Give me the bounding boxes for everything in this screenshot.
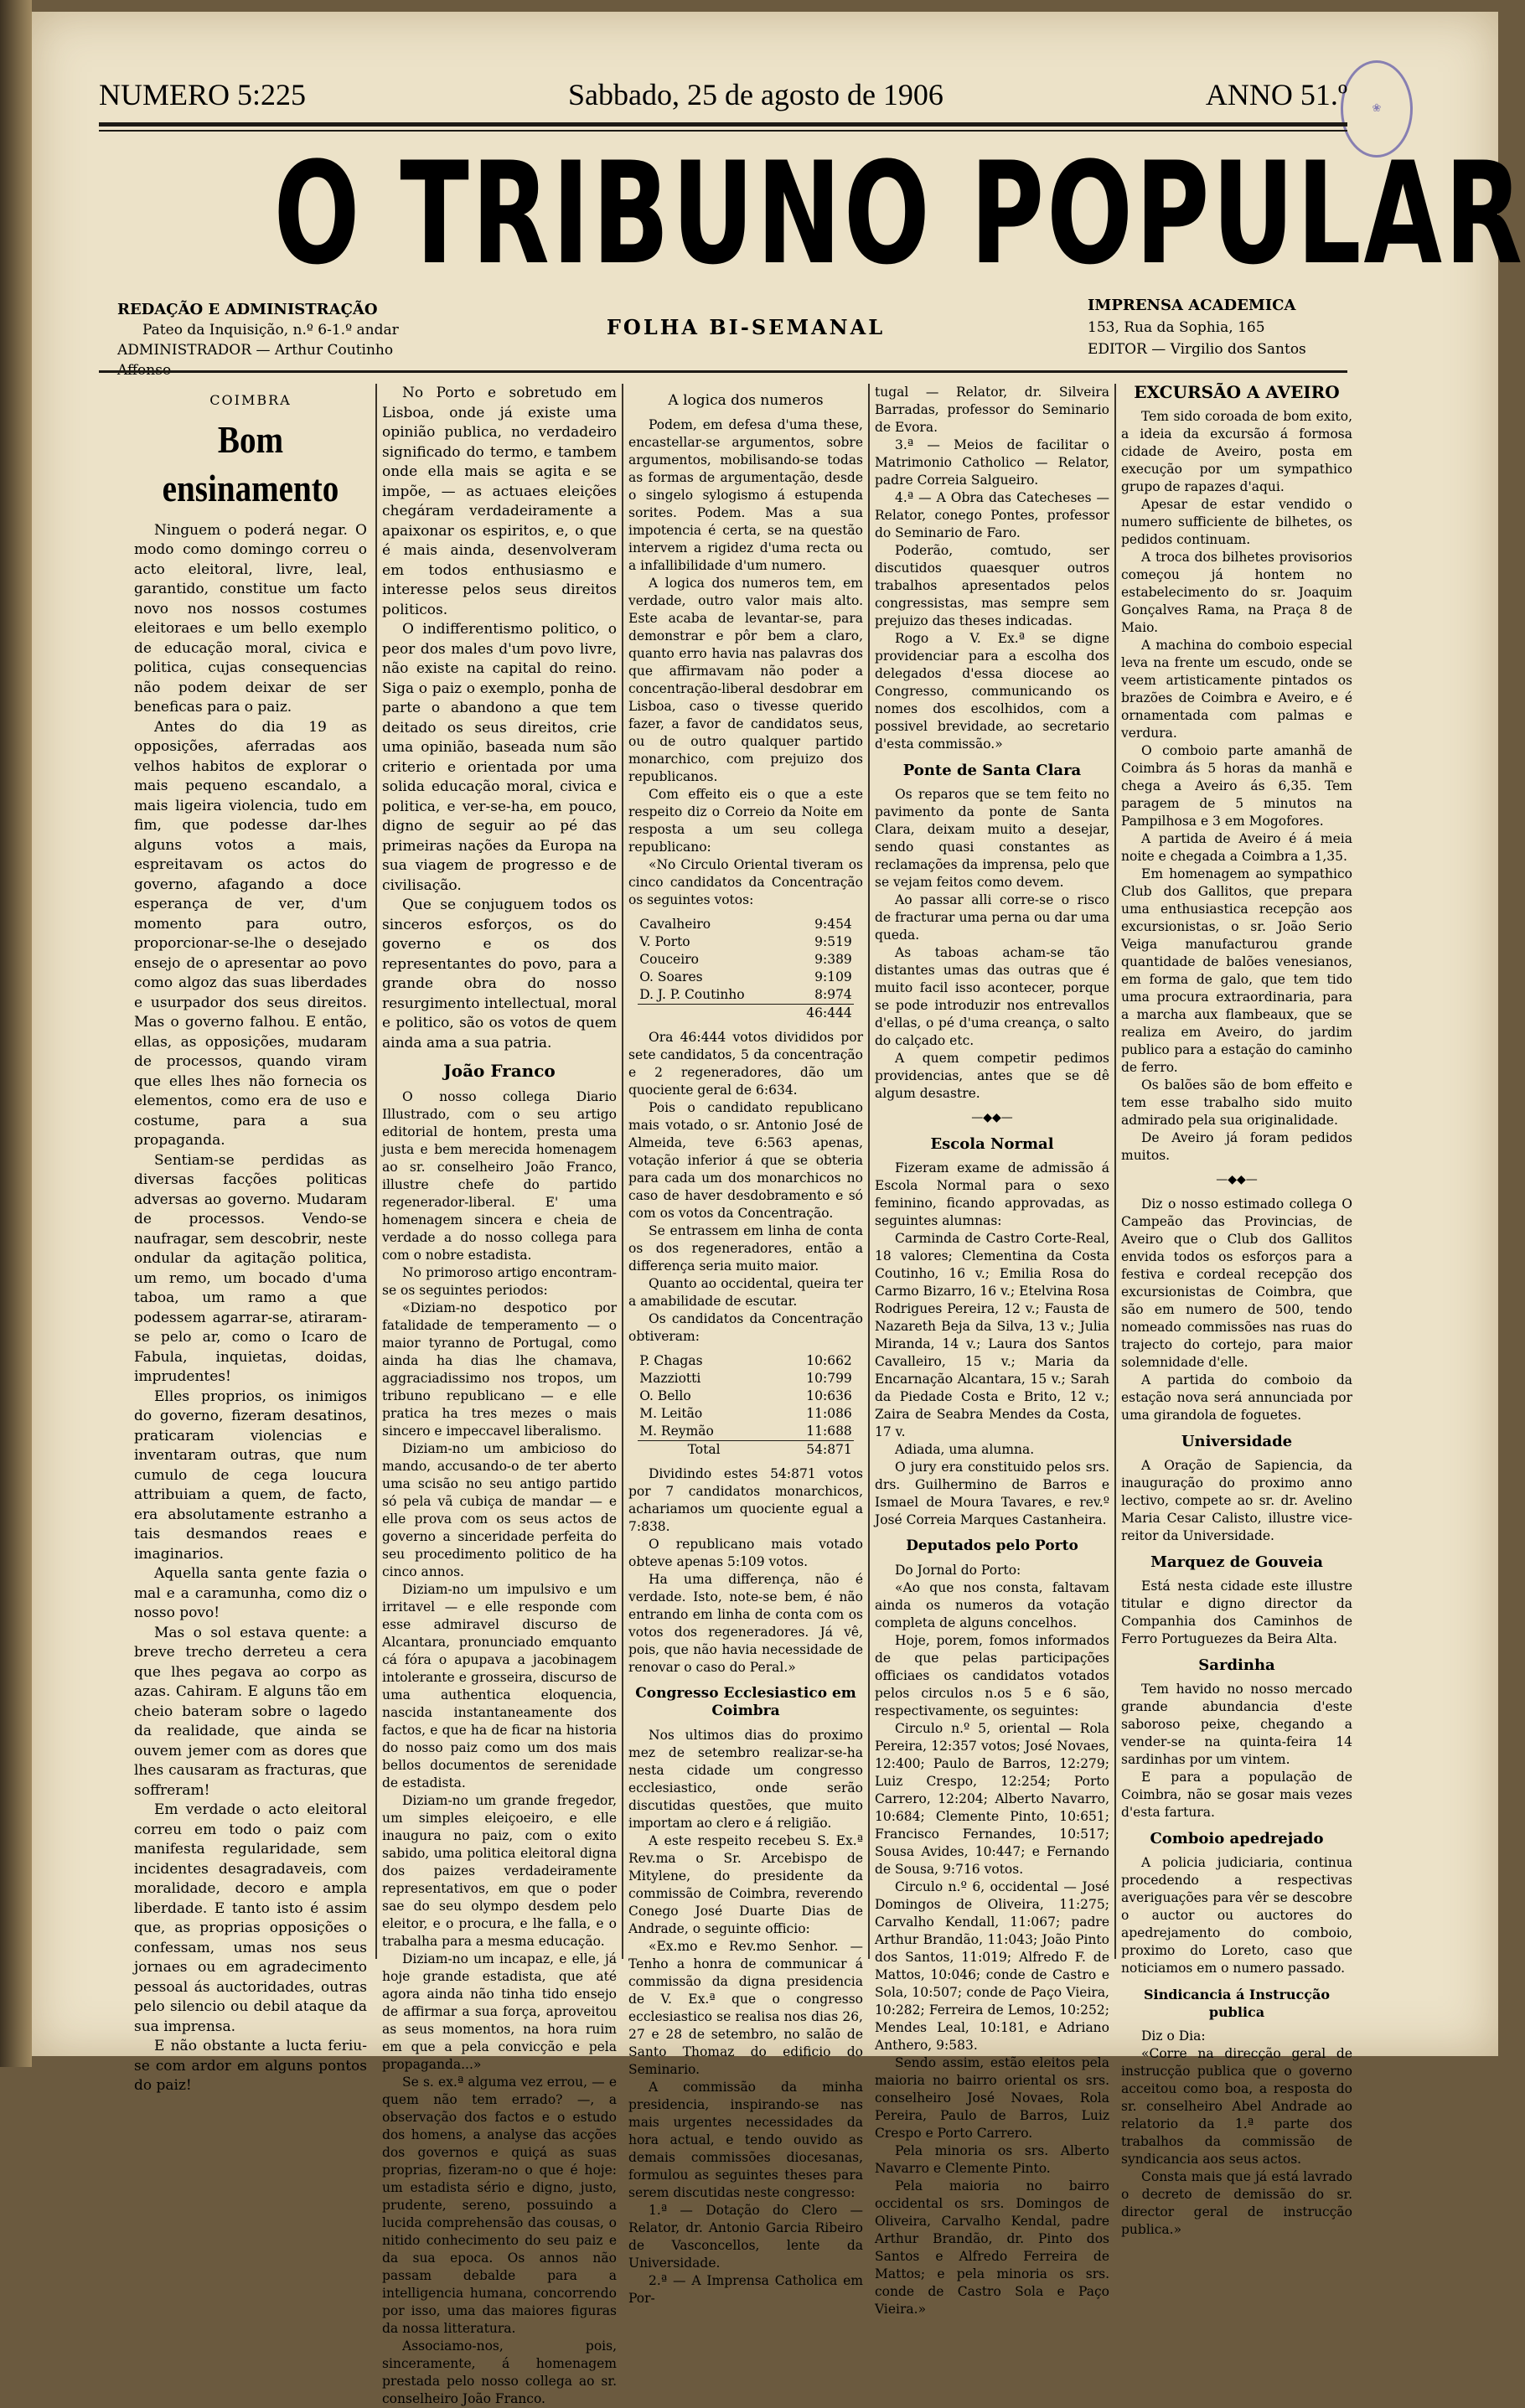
article-paragraph: E não obstante a lucta feriu-se com ardor em alguns pontos do paiz! xyxy=(134,2038,367,2094)
column-3 xyxy=(628,384,863,2306)
candidate-name: V. Porto xyxy=(639,934,690,949)
quote-paragraph: Poderão, comtudo, ser discutidos quaesquer outros trabalhos apresentados pelos congressistas, mas sempre sem prejuizo das theses indicadas. xyxy=(875,543,1109,628)
candidate-votes: 9:454 xyxy=(814,917,852,932)
article-paragraph: Podem, em defesa d'uma these, encastellar-se argumentos, sobre argumentos, mobilisando-se todas as formas de argumentação, desde o singelo sylogismo á estupenda sorites. Podem. Mas a sua impotencia é certa, se na questão intervem a rigidez d'uma recta ou a infallibilidade d'um numero. xyxy=(628,417,863,573)
article-headline: Comboio apedrejado xyxy=(1150,1830,1324,1847)
quote-paragraph: Diziam-no um impulsivo e um irritavel — e elle responde com esse admiravel discurso de Alcantara, pronunciado emquanto cá fóra o apupava a jacobinagem intolerante e grosseira, discurso de uma authentica eloquencia, nascida instantaneamente dos factos, e que ha de ficar na historia do nosso paiz como um dos mais bellos documentos de serenidade de estadista. xyxy=(382,1581,617,1790)
candidate-votes: 11:688 xyxy=(806,1424,852,1439)
votes-total-label: Total xyxy=(638,1441,770,1460)
votes-row xyxy=(638,986,854,1005)
article-paragraph: O nosso collega Diario Illustrado, com o seu artigo editorial de hontem, presta uma justa e bem merecida homenagem ao sr. conselheiro João Franco, illustre chefe do partido regenerador-liberal. E' uma homenagem sincera e cheia de verdade a do nosso collega para com o nobre estadista. xyxy=(382,1088,617,1263)
column-divider xyxy=(375,384,377,1959)
article-paragraph: Os reparos que se tem feito no pavimento da ponte de Santa Clara, deixam muito a desejar, sendo quasi constantes as reclamações da imprensa, pelo que se vejam feitos como devem. xyxy=(875,787,1109,890)
column-5 xyxy=(1121,382,1352,2237)
candidate-name: O. Bello xyxy=(639,1388,691,1403)
article-headline: Marquez de Gouveia xyxy=(1150,1553,1323,1571)
article-paragraph: A este respeito recebeu S. Ex.ª Rev.ma o Sr. Arcebispo de Mitylene, do presidente da commissão de Coimbra, reverendo Conego José Duarte Dias de Andrade, o seguinte officio: xyxy=(628,1833,863,1936)
votes-table-occidental xyxy=(638,1352,854,1459)
votes-total: 54:871 xyxy=(770,1441,854,1460)
article-paragraph: Adiada, uma alumna. xyxy=(895,1442,1035,1457)
article-paragraph: Do Jornal do Porto: xyxy=(895,1563,1021,1578)
article-paragraph: A Oração de Sapiencia, da inauguração do proximo anno lectivo, compete ao sr. dr. Avelino Maria Cesar Calisto, illustre vice-reitor da Universidade. xyxy=(1121,1458,1352,1543)
article-paragraph: Nos ultimos dias do proximo mez de setembro realizar-se-ha nesta cidade um congresso ecclesiastico, onde serão discutidas questões, que muito importam ao clero e á religião. xyxy=(628,1728,863,1831)
quote-paragraph: 1.ª — Dotação do Clero — Relator, dr. Antonio Garcia Ribeiro de Vasconcellos, lente da Universidade. xyxy=(628,2203,863,2271)
quote-paragraph: Diziam-no um ambicioso do mando, accusando-o de ter aberto uma scisão no seu antigo partido só pela vã cubiça de mandar — e elle prova com os seus actos de governo a sinceridade perfeita do seu procedimento politico de ha cinco annos. xyxy=(382,1440,617,1579)
candidate-name: Mazziotti xyxy=(639,1371,701,1386)
quote-paragraph: 3.ª — Meios de facilitar o Matrimonio Catholico — Relator, padre Correia Salgueiro. xyxy=(875,437,1109,488)
column-4 xyxy=(875,384,1109,2317)
header-rule xyxy=(99,122,1347,132)
header-bottom-rule xyxy=(99,370,1347,373)
candidate-votes: 9:389 xyxy=(814,952,852,967)
votes-row xyxy=(638,933,854,951)
votes-row xyxy=(638,916,854,933)
article-paragraph: Tem sido coroada de bom exito, a ideia da excursão á formosa cidade de Aveiro, posta em execução por um sympathico grupo de rapazes d'aqui. xyxy=(1121,409,1352,494)
press-name: IMPRENSA ACADEMICA xyxy=(1088,297,1296,314)
header-topline xyxy=(99,77,1347,127)
article-headline: Ponte de Santa Clara xyxy=(902,762,1082,779)
article-paragraph: Sentiam-se perdidas as diversas facções politicas adversas ao governo. Mudaram de processos. Vendo-se naufragar, sem descobrir, neste ondular da agitação politica, um remo, um bocado d'uma taboa, um ramo a que podessem agarrar-se, atiraram-se pelo ar, como o Icaro de Fabula, inquietas, doidas, imprudentes! xyxy=(134,1151,367,1385)
article-headline: Escola Normal xyxy=(930,1135,1054,1153)
article-paragraph: E para a população de Coimbra, não se gosar mais vezes d'esta fartura. xyxy=(1121,1770,1352,1820)
column-divider xyxy=(622,384,623,1959)
article-paragraph: Mas o sol estava quente: a breve trecho derreteu a cera que lhes pegava ao corpo as azas. Cahiram. E alguns tão em cheio bateram sobre o lagedo da realidade, que ainda se ouvem jemer com as dores que lhes causaram as fracturas, que soffreram! xyxy=(134,1624,367,1799)
votes-row xyxy=(638,1352,854,1370)
editor-line: EDITOR — Virgilio dos Santos xyxy=(1088,341,1306,358)
quote-paragraph: Diziam-no um grande fregedor, um simples eleiçoeiro, e elle inaugura no paiz, com o exito sabido, uma politica eleitoral digna dos paizes verdadeiramente representativos, em que o poder sae do seu olympo desdem pelo eleitor, e o procura, e lhe falla, e o trabalha para a mesma educação. xyxy=(382,1792,617,1949)
book-spine xyxy=(0,0,32,2067)
candidate-votes: 11:086 xyxy=(806,1406,852,1421)
redacao-label: REDAÇÃO E ADMINISTRAÇÃO xyxy=(117,301,378,318)
article-paragraph: O jury era constituido pelos srs. drs. Guilhermino de Barros e Ismael de Moura Tavares, e rev.º José Correia Marques Castanheira. xyxy=(875,1460,1109,1527)
article-paragraph: A partida de Aveiro é á meia noite e chegada a Coimbra a 1,35. xyxy=(1121,831,1352,864)
quote-paragraph: «No Circulo Oriental tiveram os cinco candidatos da Concentração os seguintes votos: xyxy=(628,857,863,907)
votes-row xyxy=(638,1387,854,1405)
quote-paragraph: «Diziam-no despotico por fatalidade de temperamento — o maior tyranno de Portugal, como ainda ha dias lhe chamava, aggraciadissimo nos tropos, um tribuno republicano — e elle pratica ha tres mezes o mais sincero e impeccavel liberalismo. xyxy=(382,1300,617,1439)
article-headline: Sardinha xyxy=(1198,1656,1275,1674)
article-headline: Deputados pelo Porto xyxy=(906,1537,1078,1554)
candidate-votes: 10:662 xyxy=(806,1353,852,1368)
article-headline: Bom ensinamento xyxy=(162,417,339,509)
article-paragraph: O indifferentismo politico, o peor dos males d'um povo livre, não existe na capital do reino. Siga o paiz o exemplo, ponha de parte o abandono a que tem deitado os seus direitos, crie uma opinião, baseada num são criterio e orientada por uma solida educação moral, civica e politica, e ver-se-ha, em pouco, digno de seguir ao pé das primeiras nações da Europa na sua viagem de progresso e de civilisação. xyxy=(382,621,617,894)
votes-row xyxy=(638,1423,854,1441)
article-paragraph: Dividindo estes 54:871 votos por 7 candidatos monarchicos, achariamos um quociente egual a 7:838. xyxy=(628,1466,863,1534)
votes-row xyxy=(638,1370,854,1387)
article-paragraph: As taboas acham-se tão distantes umas das outras que é muito facil isso acontecer, porque se pode introduzir nos entrevallos d'ellas, o pé d'uma creança, o salto do calçado etc. xyxy=(875,945,1109,1048)
article-paragraph: Antes do dia 19 as opposições, aferradas aos velhos habitos de explorar o mais pequeno escandalo, a mais ligeira violencia, tudo em fim, que podesse dar-lhes alguns votos a mais, espreitavam os actos do governo, afagando a doce esperança de ver, d'um momento para outro, proporcionar-se-lhe o desejado ensejo de o apresentar ao povo como algoz das suas liberdades e usurpador dos seus direitos. Mas o governo falhou. E então, ellas, as opposições, mudaram de processos, quando viram que elles lhes não fornecia os elementos, como era de uso e costume, para a sua propaganda. xyxy=(134,718,367,1149)
quote-paragraph: Circulo n.º 5, oriental — Rola Pereira, 12:357 votos; José Novaes, 12:400; Paulo de Barros, 12:279; Luiz Crespo, 12:254; Porto Carrero, 12:204; Alberto Navarro, 10:684; Clemente Pinto, 10:651; Francisco Fernandes, 10:517; Sousa Avides, 10:447; e Fernando de Sousa, 9:716 votos. xyxy=(875,1721,1109,1877)
article-paragraph: A quem competir pedimos providencias, antes que se dê algum desastre. xyxy=(875,1051,1109,1101)
article-paragraph: A policia judiciaria, continua procedendo a respectivas averiguações para vêr se descobre o auctor ou auctores do apedrejamento do comboio, proximo do Loreto, caso que noticiamos em o numero passado. xyxy=(1121,1855,1352,1976)
article-paragraph: O comboio parte amanhã de Coimbra ás 5 horas da manhã e chega a Aveiro ás 6,35. Tem paragem de 5 minutos na Pampilhosa e 3 em Mogofores. xyxy=(1121,743,1352,829)
library-stamp-icon: ❀ xyxy=(1341,60,1413,158)
quote-paragraph: «Corre na direcção geral de instrucção publica que o governo acceitou como boa, a resposta do sr. conselheiro Abel Andrade ao relatorio da 1.ª parte dos trabalhos da commissão de syndicancia aos seus actos. xyxy=(1121,2046,1352,2167)
article-paragraph: Que se conjuguem todos os sinceros esforços, os do governo e os dos representantes do povo, para a grande obra do nosso resurgimento intellectual, moral e politico, são os votos de quem ainda ama a sua patria. xyxy=(382,897,617,1052)
votes-row xyxy=(638,969,854,986)
candidate-name: D. J. P. Coutinho xyxy=(639,987,745,1002)
ornament-divider-icon: —◆◆— xyxy=(971,1111,1013,1124)
votes-table-oriental xyxy=(638,916,854,1022)
quote-paragraph: 2.ª — A Imprensa Catholica em Por- xyxy=(628,2273,863,2306)
candidate-name: M. Reymão xyxy=(639,1424,714,1439)
candidate-name: P. Chagas xyxy=(639,1353,703,1368)
article-paragraph: Carminda de Castro Corte-Real, 18 valores; Clementina da Costa Coutinho, 16 v.; Emilia Rosa do Carmo Bizarro, 16 v.; Etelvina Rosa Rodrigues Pereira, 12 v.; Fausta de Nazareth Beja da Silva, 13 v.; Julia Miranda, 14 v.; Laura dos Santos Cavalleiro, 15 v.; Maria da Encarnação Alcantara, 15 v.; Sarah da Piedade Costa e Brito, 12 v.; Zaira de Seabra Mendes da Costa, 17 v. xyxy=(875,1231,1109,1439)
article-paragraph: Fizeram exame de admissão á Escola Normal para o sexo feminino, ficando approvadas, as seguintes alumnas: xyxy=(875,1160,1109,1228)
candidate-name: Couceiro xyxy=(639,952,699,967)
ornament-divider-icon: —◆◆— xyxy=(1216,1173,1258,1186)
article-paragraph: Se entrassem em linha de conta os dos regeneradores, então a differença seria muito maior. xyxy=(628,1223,863,1274)
article-paragraph: Elles proprios, os inimigos do governo, fizeram desatinos, praticaram violencias e inventaram outras, que num cumulo de cega loucura attribuiam a quem, de facto, era absolutamente estranho a tais desmandos reaes e imaginarios. xyxy=(134,1387,367,1563)
redacao-address: Pateo da Inquisição, n.º 6-1.º andar xyxy=(142,322,399,338)
article-paragraph: Os candidatos da Concentração obtiveram: xyxy=(628,1311,863,1344)
article-headline: João Franco xyxy=(443,1061,556,1081)
article-paragraph: No Porto e sobretudo em Lisboa, onde já existe uma opinião publica, no verdadeiro significado do termo, e tambem onde ella mais se agita e se impõe, — as actuaes eleições chegáram verdadeiramente a apaixonar os espiritos, e, o que é mais ainda, desenvolveram em todos enthusiasmo e interesse pelos seus direitos politicos. xyxy=(382,385,617,618)
administrator-line: ADMINISTRADOR — Arthur Coutinho Affonso xyxy=(117,342,394,379)
votes-row xyxy=(638,1405,854,1423)
press-address: 153, Rua da Sophia, 165 xyxy=(1088,319,1265,336)
quote-paragraph: Hoje, porem, fomos informados de que pelas participações officiaes os candidatos votados pelos circulos n.os 5 e 6 são, respectivamente, os seguintes: xyxy=(875,1633,1109,1718)
column-divider xyxy=(1114,384,1116,1959)
quote-paragraph: 4.ª — A Obra das Catecheses — Relator, conego Pontes, professor do Seminario de Faro. xyxy=(875,490,1109,540)
quote-paragraph: «Ex.mo e Rev.mo Senhor. — Tenho a honra de communicar á commissão da digna presidencia de V. Ex.ª que o congresso ecclesiastico se realisa nos dias 26, 27 e 28 de setembro, no salão de Santo Thomaz do edificio do Seminario. xyxy=(628,1939,863,2077)
article-paragraph: Apesar de estar vendido o numero sufficiente de bilhetes, os pedidos continuam. xyxy=(1121,497,1352,547)
header-right-block xyxy=(1088,295,1356,360)
article-headline: EXCURSÃO A AVEIRO xyxy=(1134,382,1340,402)
article-paragraph: Pois o candidato republicano mais votado, o sr. Antonio José de Almeida, teve 6:563 apenas, votação inferior á que se obteria para cada um dos monarchicos no caso de haver desdobramento e só com os votos da Concentração. xyxy=(628,1100,863,1221)
article-paragraph: No primoroso artigo encontram-se os seguintes periodos: xyxy=(382,1264,617,1298)
column-2 xyxy=(382,384,617,2406)
article-paragraph: Com effeito eis o que a este respeito diz o Correio da Noite em resposta a um seu collega republicano: xyxy=(628,787,863,855)
article-paragraph: A logica dos numeros tem, em verdade, outro valor mais alto. Este acaba de levantar-se, para demonstrar e pôr bem a claro, quanto erro havia nas palavras dos que affirmavam não poder a concentração-liberal desdobrar em Lisboa, caso o tivesse querido fazer, a favor de candidatos seus, ou de outro qualquer partido monarchico, com prejuizo dos republicanos. xyxy=(628,576,863,784)
issue-date: Sabbado, 25 de agosto de 1906 xyxy=(568,78,943,111)
article-paragraph: Diz o nosso estimado collega O Campeão das Provincias, de Aveiro que o Club dos Gallitos envida todos os esforços para a festiva e cordeal recepção dos excursionistas de Coimbra, que são em numero de 500, tendo nomeado commissões nas ruas do trajecto do cortejo, para maior solemnidade d'elle. xyxy=(1121,1196,1352,1370)
quote-paragraph: Rogo a V. Ex.ª se digne providenciar para a escolha dos delegados d'essa diocese ao Congresso, communicando os nomes dos escolhidos, com a possivel brevidade, ao secretario d'esta commissão.» xyxy=(875,631,1109,752)
article-paragraph: A machina do comboio especial leva na frente um escudo, onde se veem artisticamente pintados os brazões de Coimbra e Aveiro, e é ornamentada com palmas e verdura. xyxy=(1121,638,1352,741)
candidate-name: M. Leitão xyxy=(639,1406,703,1421)
article-paragraph: A partida do comboio da estação nova será annunciada por uma girandola de foguetes. xyxy=(1121,1372,1352,1423)
candidate-name: O. Soares xyxy=(639,969,703,984)
article-paragraph: O republicano mais votado obteve apenas 5:109 votos. xyxy=(628,1537,863,1569)
article-paragraph: A troca dos bilhetes provisorios começou já hontem no estabelecimento do sr. Joaquim Gonçalves Rama, na Praça 8 de Maio. xyxy=(1121,550,1352,635)
candidate-votes: 9:109 xyxy=(814,969,852,984)
masthead-title: O TRIBUNO POPULAR xyxy=(273,132,1525,296)
issue-year: ANNO 51.º xyxy=(1205,78,1347,111)
article-paragraph: Ao passar alli corre-se o risco de fracturar uma perna ou dar uma queda. xyxy=(875,892,1109,943)
quote-paragraph: Circulo n.º 6, occidental — José Domingos de Oliveira, 11:275; Carvalho Kendall, 11:067; padre Arthur Brandão, 11:043; João Pinto dos Santos, 11:019; Alfredo F. de Mattos, 10:046; conde de Castro e Sola, 10:507; conde de Paço Vieira, 10:282; Ferreira de Lemos, 10:252; Mendes Leal, 10:181, e Adriano Anthero, 9:583. xyxy=(875,1879,1109,2053)
article-paragraph: Diz o Dia: xyxy=(1141,2028,1206,2044)
quote-paragraph: Consta mais que já está lavrado o decreto de demissão do sr. director geral de instrucção publica.» xyxy=(1121,2169,1352,2237)
column-1 xyxy=(134,384,367,2094)
header-left-block xyxy=(117,300,436,380)
masthead-subtitle: FOLHA BI-SEMANAL xyxy=(606,315,886,339)
candidate-votes: 10:636 xyxy=(806,1388,852,1403)
candidate-votes: 8:974 xyxy=(814,987,852,1002)
votes-row xyxy=(638,951,854,969)
quote-paragraph: A commissão da minha presidencia, inspirando-se nas mais urgentes necessidades da hora actual, e tendo ouvido as demais commissões diocesanas, formulou as seguintes theses para serem discutidas neste congresso: xyxy=(628,2080,863,2200)
article-paragraph: Ha uma differença, não é verdade. Isto, note-se bem, é não entrando em linha de conta com os votos dos regeneradores. Já vê, pois, que não havia necessidade de renovar o caso do Peral.» xyxy=(628,1572,863,1675)
votes-total: 46:444 xyxy=(787,1005,854,1023)
article-paragraph: Quanto ao occidental, queira ter a amabilidade de escutar. xyxy=(628,1276,863,1309)
issue-number: NUMERO 5:225 xyxy=(99,78,307,111)
article-paragraph: Tem havido no nosso mercado grande abundancia d'este saboroso peixe, chegando a vender-se na quinta-feira 14 sardinhas por um vintem. xyxy=(1121,1682,1352,1767)
candidate-name: Cavalheiro xyxy=(639,917,711,932)
article-paragraph: Ninguem o poderá negar. O modo como domingo correu o acto eleitoral, livre, leal, garantido, constitue um facto novo nos nossos costumes eleitoraes e um bello exemplo de educação moral, civica e politica, cujas consequencias não podem deixar de ser beneficas para o paiz. xyxy=(134,521,367,716)
article-paragraph: Aquella santa gente fazia o mal e a caramunha, como diz o nosso povo! xyxy=(134,1565,367,1621)
article-paragraph: De Aveiro já foram pedidos muitos. xyxy=(1121,1130,1352,1163)
article-headline: Universidade xyxy=(1181,1433,1293,1450)
article-paragraph: Ora 46:444 votos divididos por sete candidatos, 5 da concentração e 2 regeneradores, dão um quociente geral de 6:634. xyxy=(628,1030,863,1098)
quote-paragraph: Pela minoria os srs. Alberto Navarro e Clemente Pinto. xyxy=(875,2143,1109,2176)
quote-paragraph: Diziam-no um incapaz, e elle, já hoje grande estadista, que até agora ainda não tinha tido ensejo de affirmar a sua força, aproveitou as seus momentos, na hora ruim em que a pela convicção e pela propaganda...» xyxy=(382,1951,617,2072)
article-paragraph: Os balões são de bom effeito e tem esse trabalho sido muito admirado pela sua originalidade. xyxy=(1121,1077,1352,1128)
section-kicker: COIMBRA xyxy=(209,392,292,408)
article-paragraph: Em verdade o acto eleitoral correu em todo o paiz com manifesta regularidade, sem incidentes desagradaveis, com moralidade, decoro e ampla liberdade. E tanto isto é assim que, as proprias opposições o confessam, umas nos seus jornaes ou em agradecimento pessoal ás auctoridades, outras pelo silencio ou debil ataque da sua imprensa. xyxy=(134,1801,367,2035)
candidate-votes: 9:519 xyxy=(814,934,852,949)
article-headline: A logica dos numeros xyxy=(668,392,824,409)
article-paragraph: Em homenagem ao sympathico Club dos Gallitos, que prepara uma enthusiastica recepção aos excursionistas, o sr. João Serio Veiga manufacturou grande quantidade de balões venesianos, em forma de galo, que tem tido uma procura extraordinaria, para a marcha aux flambeaux, que se realiza em Aveiro, do jardim publico para a estação do caminho de ferro. xyxy=(1121,866,1352,1075)
quote-paragraph: «Ao que nos consta, faltavam ainda os numeros da votação completa de alguns concelhos. xyxy=(875,1580,1109,1630)
article-headline: Sindicancia á Instrucção publica xyxy=(1143,1987,1331,2020)
candidate-votes: 10:799 xyxy=(806,1371,852,1386)
quote-paragraph: tugal — Relator, dr. Silveira Barradas, professor do Seminario de Evora. xyxy=(875,385,1109,435)
column-divider xyxy=(868,384,870,1959)
quote-paragraph: Pela maioria no bairro occidental os srs. Domingos de Oliveira, Carvalho Kendal, padre Arthur Brandão, dr. Pinto dos Santos e Alfredo Ferreira de Mattos; e pela minoria os srs. conde de Castro Sola e Paço Vieira.» xyxy=(875,2178,1109,2317)
quote-paragraph: Sendo assim, estão eleitos pela maioria no bairro oriental os srs. conselheiro José Novaes, Rola Pereira, Paulo de Barros, Luiz Crespo e Porto Carrero. xyxy=(875,2055,1109,2141)
article-headline: Congresso Ecclesiastico em Coimbra xyxy=(635,1685,856,1719)
article-paragraph: Está nesta cidade este illustre titular e digno director da Companhia dos Caminhos de Ferro Portuguezes da Beira Alta. xyxy=(1121,1579,1352,1646)
article-paragraph: Se s. ex.ª alguma vez errou, — e quem não tem errado? —, a observação dos factos e o estudo dos homens, a analyse das acções dos governos e quiçá as suas proprias, fizeram-no o que é hoje: um estadista sério e digno, justo, prudente, sereno, possuindo a lucida comprehensão das cousas, o nitido conhecimento do seu paiz e da sua epoca. Os annos não passam debalde para a intelligencia humana, concorrendo por isso, uma das maiores figuras da nossa litteratura. xyxy=(382,2074,617,2336)
article-paragraph: Associamo-nos, pois, sinceramente, á homenagem prestada pelo nosso collega ao sr. conselheiro João Franco. xyxy=(382,2338,617,2406)
